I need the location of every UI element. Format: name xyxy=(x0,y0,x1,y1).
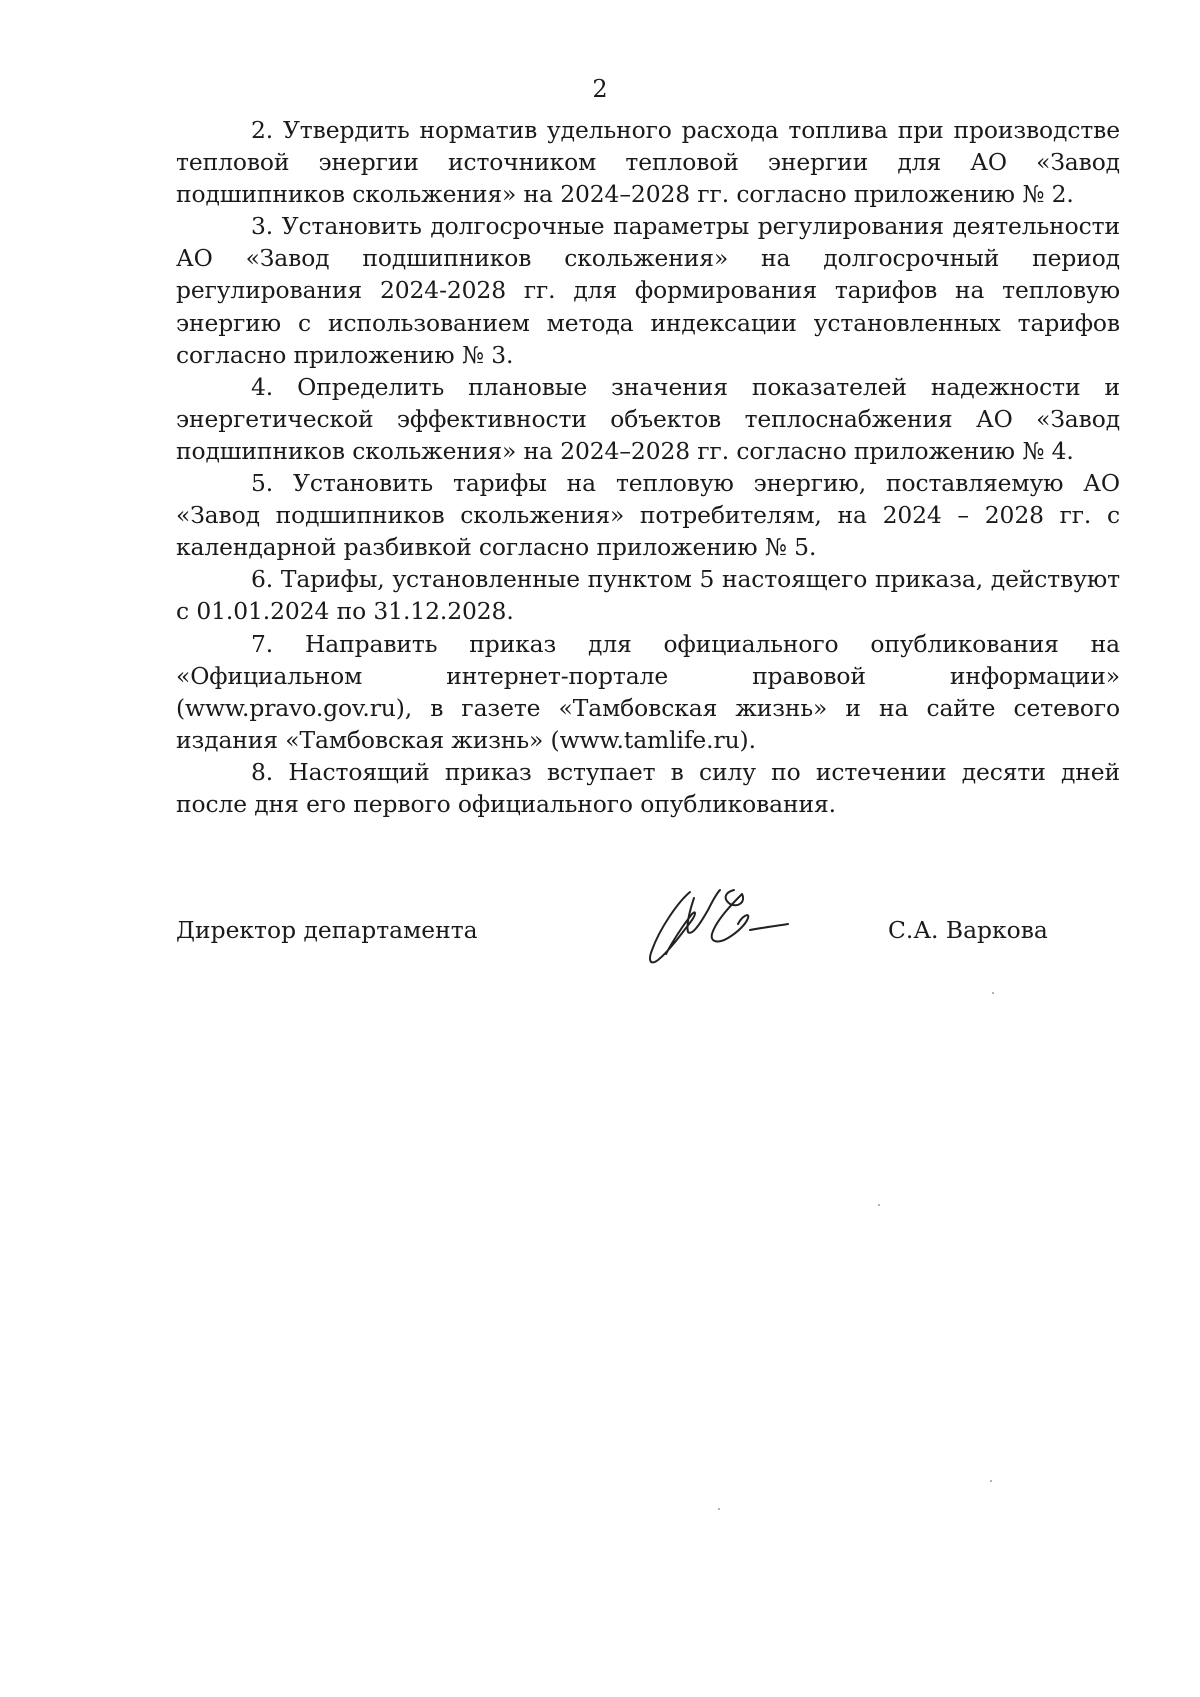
scan-speck xyxy=(990,1480,992,1482)
handwritten-signature-icon xyxy=(638,880,838,970)
order-clause-2: 2. Утвердить норматив удельного расхода топлива при производстве тепловой энергии источником тепловой энергии для АО «Завод подшипников скольжения» на 2024–2028 гг. согласно приложению № 2. xyxy=(176,116,1120,209)
order-clause-6: 6. Тарифы, установленные пунктом 5 настоящего приказа, действуют с 01.01.2024 по 31.12.2028. xyxy=(176,565,1120,626)
signature-block xyxy=(176,880,1120,980)
order-clause-4: 4. Определить плановые значения показателей надежности и энергетической эффективности объектов теплоснабжения АО «Завод подшипников скольжения» на 2024–2028 гг. согласно приложению № 4. xyxy=(176,372,1120,465)
signatory-position: Директор департамента xyxy=(176,916,478,944)
order-body xyxy=(176,114,1120,820)
signatory-name: С.А. Варкова xyxy=(888,916,1048,944)
order-clause-5: 5. Установить тарифы на тепловую энергию, поставляемую АО «Завод подшипников скольжения» потребителям, на 2024 – 2028 гг. с календарной разбивкой согласно приложению № 5. xyxy=(176,469,1120,562)
order-clause-8: 8. Настоящий приказ вступает в силу по истечении десяти дней после дня его первого официального опубликования. xyxy=(176,757,1120,818)
order-clause-7: 7. Направить приказ для официального опубликования на «Официальном интернет-портале правовой информации» (www.pravo.gov.ru), в газете «Тамбовская жизнь» и на сайте сетевого издания «Тамбовская жизнь» (www.tamlife.ru). xyxy=(176,629,1120,754)
scan-speck xyxy=(718,1508,720,1510)
scan-speck xyxy=(992,992,994,994)
scan-speck xyxy=(878,1204,880,1206)
page-number: 2 xyxy=(592,75,608,103)
order-clause-3: 3. Установить долгосрочные параметры регулирования деятельности АО «Завод подшипников скольжения» на долгосрочный период регулирования 2024-2028 гг. для формирования тарифов на тепловую энергию с использованием метода индексации установленных тарифов согласно приложению № 3. xyxy=(176,212,1120,369)
